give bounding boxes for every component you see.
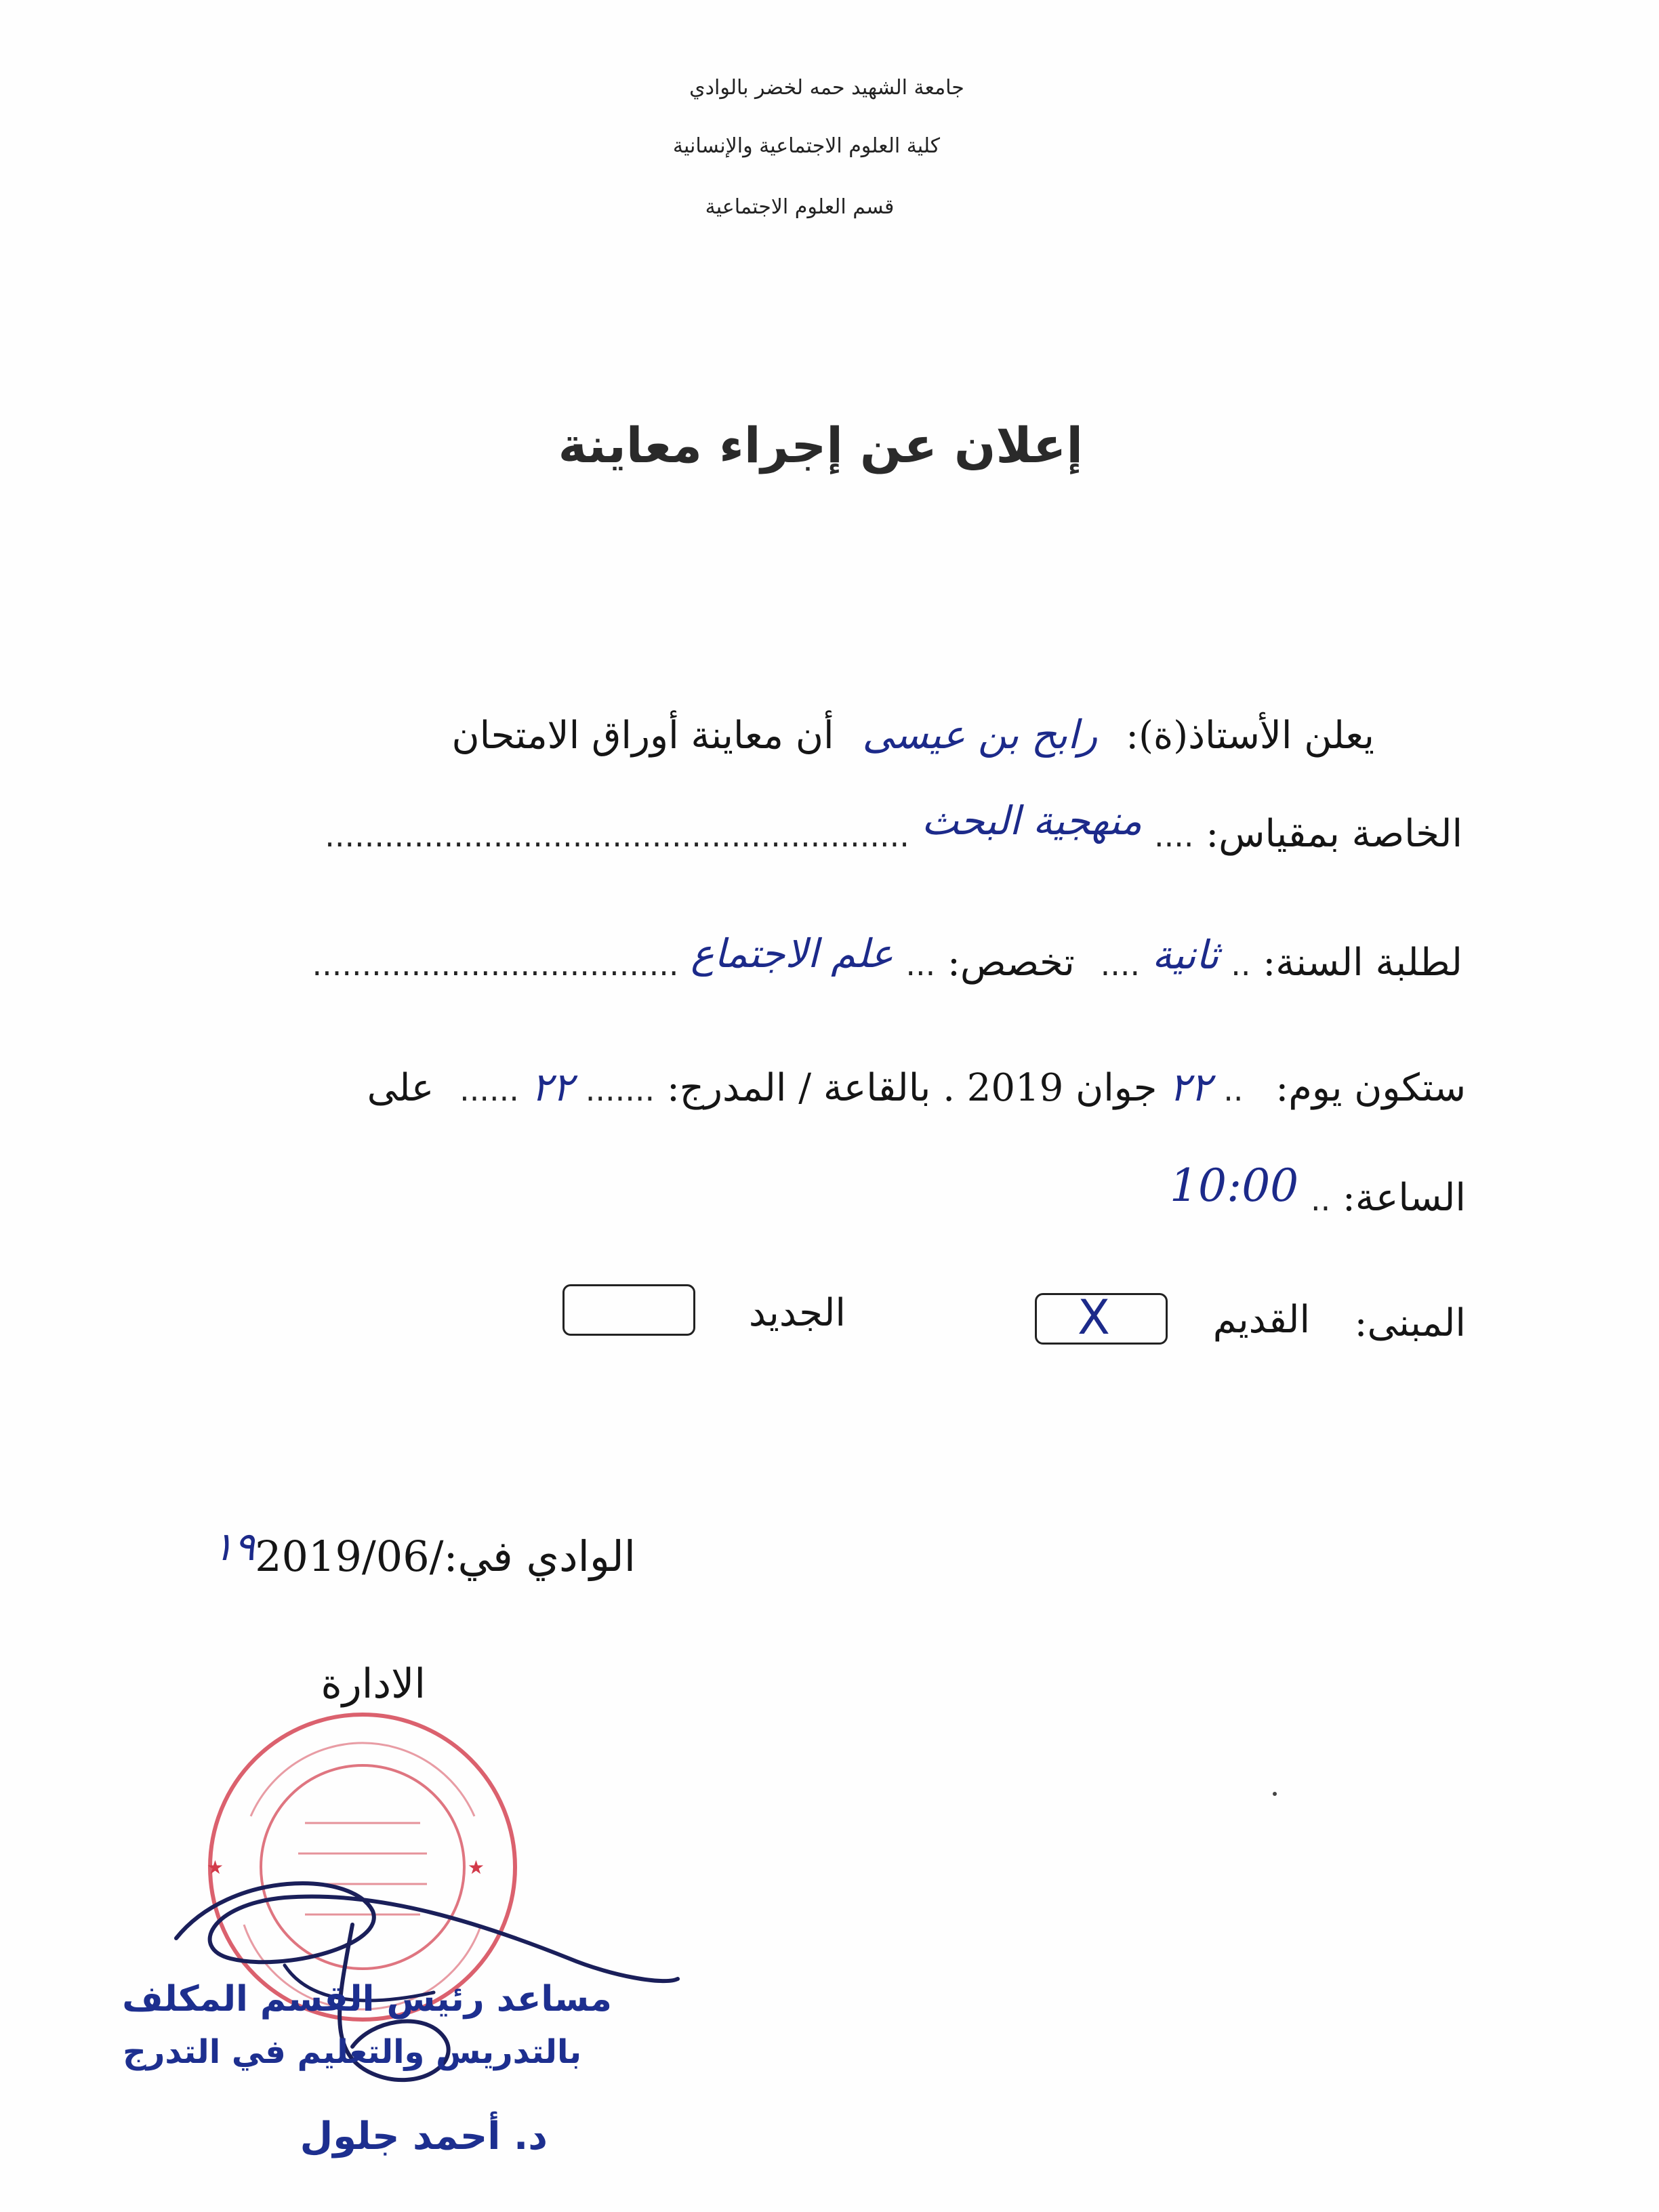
page-title: إعلان عن إجراء معاينة — [558, 417, 1083, 474]
subject-dots-after: ........................................................... — [325, 817, 909, 854]
specialty-value: علم الاجتماع — [691, 930, 894, 977]
professor-name: رابح بن عيسى — [862, 712, 1098, 758]
year-dots-before: .. — [1231, 946, 1251, 983]
time-dots: .. — [1310, 1181, 1331, 1218]
line-subject — [325, 798, 1462, 856]
line-time — [1169, 1160, 1466, 1221]
university-name: جامعة الشهيد حمه لخضر بالوادي — [689, 76, 964, 100]
specialty-label: تخصص: — [947, 941, 1075, 985]
signatory-name: د. أحمد جلول — [300, 2114, 548, 2158]
check-mark-icon: X — [1078, 1290, 1110, 1345]
year-value: ثانية — [1151, 932, 1219, 978]
place-label: الوادي في: — [443, 1532, 636, 1581]
option-new-label: الجديد — [748, 1291, 846, 1335]
administration-label: الادارة — [321, 1660, 426, 1708]
scan-speck — [1273, 1792, 1277, 1796]
subject-value: منهجية البحث — [921, 798, 1143, 844]
day-label: ستكون يوم: — [1275, 1066, 1466, 1110]
on-text: على — [367, 1066, 434, 1110]
signatory-title-line2: بالتدريس والتعليم في التدرج — [123, 2033, 581, 2071]
checkbox-new[interactable] — [562, 1284, 695, 1336]
month-room-text: جوان 2019 . بالقاعة / المدرج: — [666, 1066, 1158, 1110]
faculty-name: كلية العلوم الاجتماعية والإنسانية — [672, 134, 941, 158]
building-label: المبنى: — [1354, 1301, 1466, 1345]
professor-label: يعلن الأستاذ(ة): — [1126, 714, 1374, 758]
subject-label: الخاصة بمقياس: — [1206, 812, 1462, 856]
year-label: لطلبة السنة: — [1263, 941, 1462, 985]
svg-text:★: ★ — [467, 1856, 485, 1879]
date-day: ١٩ — [212, 1523, 255, 1570]
year-dots-after: .... — [1100, 946, 1141, 983]
time-value: 10:00 — [1169, 1160, 1299, 1212]
time-label: الساعة: — [1343, 1176, 1466, 1220]
svg-text:★: ★ — [206, 1856, 224, 1879]
specialty-dots-before: ... — [905, 946, 936, 983]
handwritten-signature — [149, 1830, 691, 2114]
department-name: قسم العلوم الاجتماعية — [705, 195, 895, 219]
subject-dots-before: .... — [1154, 817, 1194, 854]
day-dots: .. — [1223, 1071, 1244, 1108]
date-rest: 2019/06/ — [255, 1532, 444, 1581]
option-old-label: القديم — [1212, 1298, 1310, 1342]
exam-papers-text: أن معاينة أوراق الامتحان — [451, 714, 834, 758]
date-line — [212, 1523, 636, 1581]
room-dots: ....... — [585, 1071, 655, 1108]
room-value: ٢٢ — [531, 1064, 573, 1110]
checkbox-old[interactable] — [1035, 1290, 1168, 1345]
day-value: ٢٢ — [1169, 1064, 1212, 1110]
room-dots-after: ...... — [459, 1071, 519, 1108]
specialty-dots-after: ..................................... — [312, 946, 679, 983]
line-professor — [451, 712, 1374, 758]
signatory-title-line1: مساعد رئيس القسم المكلف — [122, 1979, 612, 2020]
line-date-room — [367, 1064, 1466, 1110]
line-year-specialty — [312, 930, 1462, 985]
